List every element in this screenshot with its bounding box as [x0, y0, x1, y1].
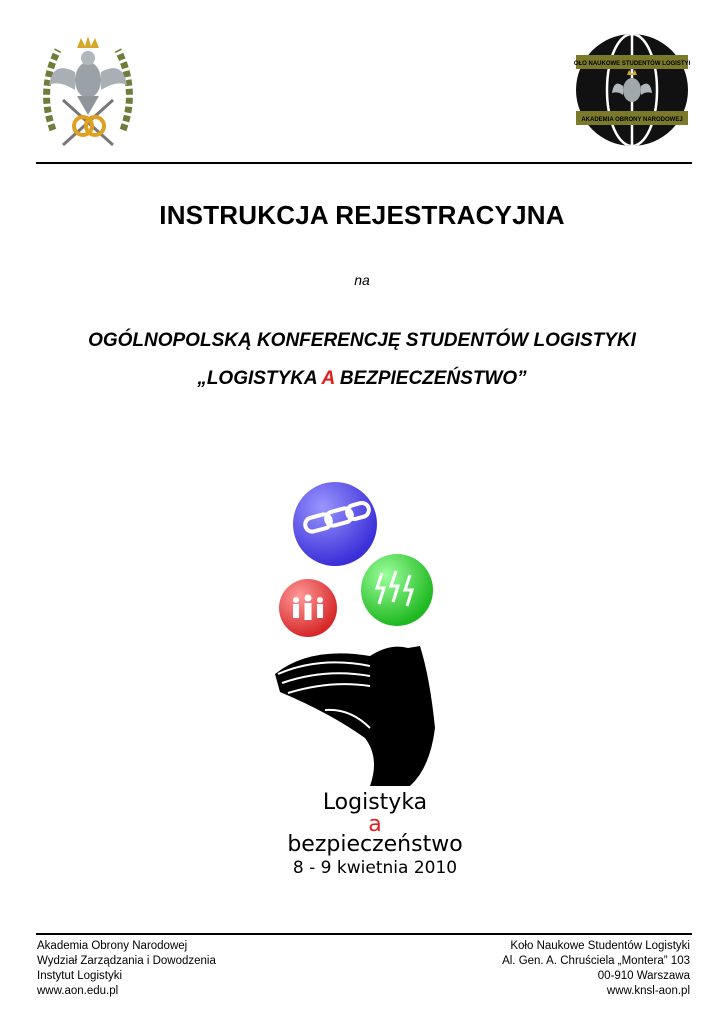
footer-left-line: Instytut Logistyki — [37, 970, 123, 982]
footer-divider — [36, 933, 692, 935]
footer-left — [37, 939, 216, 999]
knsl-emblem-icon — [574, 31, 690, 149]
footer-right-link[interactable]: www.knsl-aon.pl — [606, 985, 690, 997]
conference-emblem — [270, 478, 470, 798]
ring-text-top: KOŁO NAUKOWE STUDENTÓW LOGISTYKI — [574, 61, 690, 67]
theme-suffix: BEZPIECZEŃSTWO” — [334, 368, 527, 389]
left-logo — [33, 30, 143, 150]
footer-right — [502, 939, 690, 999]
page-title: INSTRUKCJA REJESTRACYJNA — [159, 200, 565, 230]
lightning-ball-icon — [361, 554, 433, 626]
conference-theme — [0, 368, 724, 390]
footer-right-line: Al. Gen. A. Chruściela „Montera” 103 — [502, 955, 690, 967]
footer-left-link[interactable]: www.aon.edu.pl — [37, 985, 119, 997]
eagle-crest-icon — [33, 30, 143, 150]
header-divider — [36, 162, 692, 164]
right-logo — [574, 31, 690, 149]
connector-text: na — [354, 272, 370, 288]
chain-ball-icon — [293, 482, 377, 566]
logo-title-accent: a — [368, 812, 382, 837]
logo-title-line3: bezpieczeństwo — [287, 832, 463, 857]
people-ball-icon — [279, 579, 337, 637]
logo-title-line1: Logistyka — [322, 790, 428, 815]
conference-name: OGÓLNOPOLSKĄ KONFERENCJĘ STUDENTÓW LOGISTYKI — [88, 330, 636, 351]
theme-prefix: „LOGISTYKA — [197, 368, 322, 389]
theme-accent: A — [321, 368, 335, 389]
footer-left-line: Akademia Obrony Narodowej — [37, 940, 188, 952]
logo-dates: 8 - 9 kwietnia 2010 — [292, 858, 458, 878]
ring-text-bottom: AKADEMIA OBRONY NARODOWEJ — [581, 117, 683, 123]
footer-right-line: Koło Naukowe Studentów Logistyki — [510, 940, 690, 952]
footer-left-line: Wydział Zarządzania i Dowodzenia — [37, 955, 216, 967]
footer-right-line: 00-910 Warszawa — [597, 970, 690, 982]
hand-icon — [275, 646, 435, 786]
